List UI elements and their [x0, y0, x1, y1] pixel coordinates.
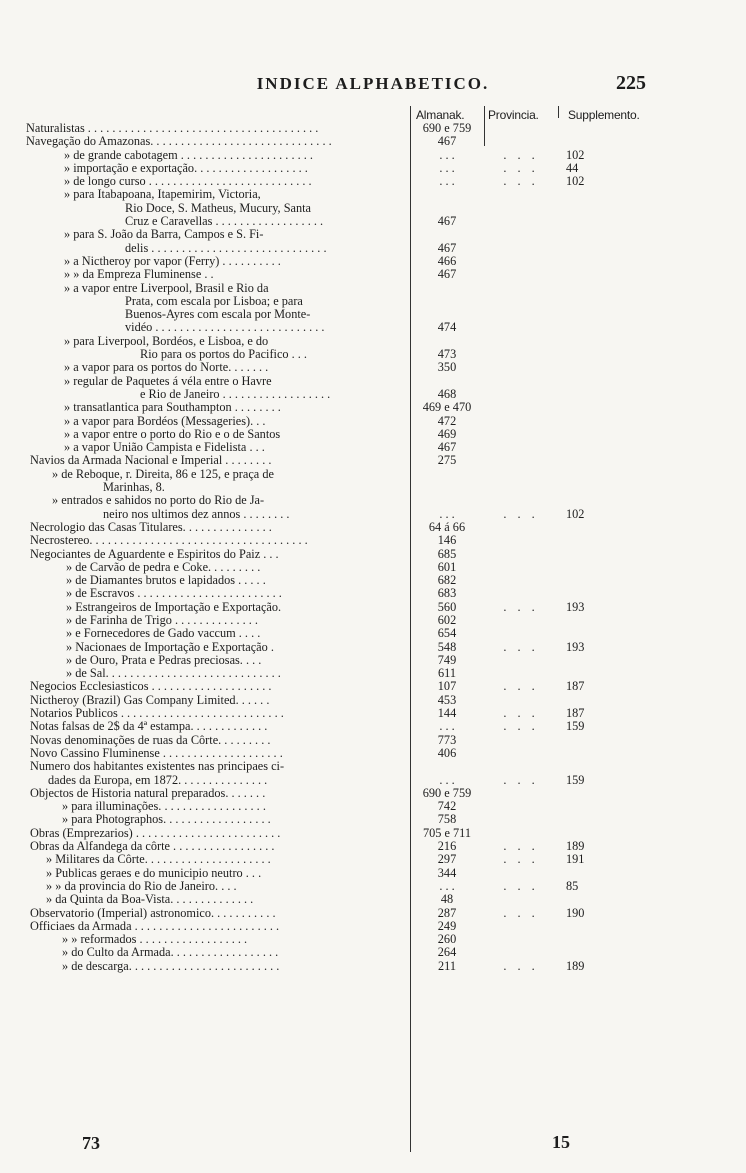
entry-text: » de Diamantes brutos e lapidados . . . . .: [66, 574, 266, 588]
entry-text: » entrados e sahidos no porto do Rio de Ja-: [52, 494, 265, 508]
entry-text: » transatlantica para Southampton . . . . . . . .: [64, 401, 281, 415]
index-row: [0, 853, 746, 866]
index-row: [0, 601, 746, 614]
almanak-ref: 453: [437, 692, 457, 707]
almanak-ref: 654: [437, 626, 457, 641]
index-row: [0, 574, 746, 587]
index-row: [0, 880, 746, 893]
entry-text: Buenos-Ayres com escala por Monte-: [125, 308, 311, 322]
entry-text: » para S. João da Barra, Campos e S. Fi-: [64, 228, 264, 242]
index-row: [0, 361, 746, 374]
entry-text: Obras (Emprezarios) . . . . . . . . . . . . . . . . . . . . . . . .: [30, 826, 281, 840]
index-row: [0, 242, 746, 255]
provincia-ref: . . .: [503, 958, 539, 973]
supplemento-ref: 190: [566, 905, 585, 920]
index-row: [0, 122, 746, 135]
column-header-almanak: Almanak.: [416, 108, 465, 122]
page-title: INDICE ALPHABETICO.: [256, 74, 490, 93]
almanak-ref: 48: [440, 892, 454, 907]
index-row: [0, 428, 746, 441]
provincia-ref: . . .: [503, 719, 539, 734]
index-row: [0, 627, 746, 640]
entry-text: » para Photographos. . . . . . . . . . . . . . . . . .: [62, 813, 271, 827]
entry-text: » a vapor para Bordéos (Messageries). . .: [64, 414, 266, 428]
entry-text: Rio para os portos do Pacifico . . .: [140, 348, 308, 362]
entry-text: Marinhas, 8.: [103, 481, 165, 495]
almanak-ref: 548: [437, 639, 457, 654]
provincia-ref: . . .: [503, 679, 539, 694]
almanak-ref: 469 e 470: [422, 400, 472, 415]
provincia-ref: . . .: [503, 639, 539, 654]
index-row: [0, 548, 746, 561]
supplemento-ref: 102: [566, 506, 585, 521]
index-row: [0, 933, 746, 946]
entry-text: Objectos de Historia natural preparados. . . . . . .: [30, 786, 266, 800]
index-row: [0, 694, 746, 707]
index-row: [0, 827, 746, 840]
almanak-ref: 742: [437, 799, 457, 814]
entry-text: delis . . . . . . . . . . . . . . . . . . . . . . . . . . . . .: [125, 241, 327, 255]
almanak-ref: 107: [437, 679, 457, 694]
index-row: [0, 641, 746, 654]
index-row: [0, 534, 746, 547]
almanak-ref: 560: [437, 599, 457, 614]
almanak-ref: 249: [437, 918, 457, 933]
supplemento-ref: 102: [566, 147, 585, 162]
entry-text: Necrostereo. . . . . . . . . . . . . . . . . . . . . . . . . . . . . . . . . . . .: [30, 534, 308, 548]
supplemento-ref: 44: [566, 160, 579, 175]
index-row: [0, 867, 746, 880]
entry-text: » Nacionaes de Importação e Exportação .: [66, 640, 274, 654]
entry-text: » para Liverpool, Bordéos, e Lisboa, e do: [64, 334, 269, 348]
entry-text: Numero dos habitantes existentes nas principaes ci-: [30, 760, 285, 774]
provincia-ref: . . .: [503, 599, 539, 614]
index-row: [0, 255, 746, 268]
index-row: [0, 747, 746, 760]
entry-text: » do Culto da Armada. . . . . . . . . . . . . . . . . .: [62, 946, 279, 960]
signature-mark-left: 73: [82, 1133, 100, 1153]
provincia-ref: . . .: [503, 905, 539, 920]
entry-text: Obras da Alfandega da côrte . . . . . . . . . . . . . . . . .: [30, 840, 275, 854]
entry-text: Naturalistas . . . . . . . . . . . . . . . . . . . . . . . . . . . . . . . . . . . . . .: [26, 122, 319, 135]
entry-text: Navegação do Amazonas. . . . . . . . . . . . . . . . . . . . . . . . . . . . . .: [26, 135, 332, 149]
entry-text: » importação e exportação. . . . . . . . . . . . . . . . . . .: [64, 161, 308, 175]
entry-text: » » reformados . . . . . . . . . . . . . . . . . .: [62, 933, 248, 947]
almanak-ref: 705 e 711: [422, 825, 472, 840]
index-row: [0, 521, 746, 534]
almanak-ref: 749: [437, 652, 457, 667]
almanak-ref: 467: [437, 440, 457, 455]
entry-text: Nictheroy (Brazil) Gas Company Limited. . . . . .: [30, 693, 270, 707]
almanak-ref: 350: [437, 360, 457, 375]
entry-text: » a Nictheroy por vapor (Ferry) . . . . . . . . . .: [64, 254, 281, 268]
index-row: [0, 494, 746, 507]
entry-text: Navios da Armada Nacional e Imperial . . . . . . . .: [30, 454, 272, 468]
almanak-ref: 611: [438, 666, 456, 681]
almanak-ref: 216: [437, 839, 457, 854]
supplemento-ref: 193: [566, 599, 585, 614]
almanak-ref: 344: [437, 865, 457, 880]
column-divider: [558, 106, 559, 118]
provincia-ref: . . .: [503, 772, 539, 787]
almanak-ref: . . .: [439, 506, 455, 521]
almanak-ref: 297: [437, 852, 457, 867]
provincia-ref: . . .: [503, 147, 539, 162]
provincia-ref: . . .: [503, 839, 539, 854]
almanak-ref: 264: [437, 945, 457, 960]
index-row: [0, 135, 746, 148]
index-row: [0, 335, 746, 348]
entry-text: » Estrangeiros de Importação e Exportação.: [66, 600, 282, 614]
entry-text: neiro nos ultimos dez annos . . . . . . . .: [103, 507, 290, 521]
almanak-ref: 472: [437, 413, 457, 428]
page-number: 225: [616, 72, 646, 94]
supplemento-ref: 102: [566, 174, 585, 189]
entry-text: dades da Europa, em 1872. . . . . . . . . . . . . . .: [48, 773, 268, 787]
almanak-ref: . . .: [439, 772, 455, 787]
entry-text: » Militares da Côrte. . . . . . . . . . . . . . . . . . . . .: [46, 853, 271, 867]
almanak-ref: . . .: [439, 160, 455, 175]
index-row: [0, 508, 746, 521]
almanak-ref: 260: [437, 932, 457, 947]
index-row: [0, 162, 746, 175]
almanak-ref: 690 e 759: [422, 121, 472, 135]
provincia-ref: . . .: [503, 160, 539, 175]
index-row: [0, 893, 746, 906]
index-row: [0, 268, 746, 281]
column-header-supplemento: Supplemento.: [568, 108, 640, 122]
almanak-ref: 685: [437, 546, 457, 561]
almanak-ref: 467: [437, 267, 457, 282]
entry-text: Cruz e Caravellas . . . . . . . . . . . . . . . . . .: [125, 215, 324, 229]
provincia-ref: . . .: [503, 878, 539, 893]
index-row: [0, 149, 746, 162]
almanak-ref: 682: [437, 573, 457, 588]
provincia-ref: . . .: [503, 174, 539, 189]
supplemento-ref: 159: [566, 719, 585, 734]
almanak-ref: 275: [437, 453, 457, 468]
almanak-ref: 683: [437, 586, 457, 601]
index-row: [0, 813, 746, 826]
entry-text: » » da Empreza Fluminense . .: [64, 268, 214, 282]
almanak-ref: 467: [437, 214, 457, 229]
provincia-ref: . . .: [503, 852, 539, 867]
entry-text: » a vapor entre o porto do Rio e o de Santos: [64, 427, 281, 441]
almanak-ref: 146: [437, 533, 457, 548]
entry-text: » regular de Paquetes á véla entre o Havre: [64, 374, 272, 388]
entry-text: Notarios Publicos . . . . . . . . . . . . . . . . . . . . . . . . . . .: [30, 707, 284, 721]
index-entries: [0, 122, 746, 973]
entry-text: Novas denominações de ruas da Côrte. . . . . . . . .: [30, 733, 271, 747]
index-row: [0, 441, 746, 454]
index-row: [0, 295, 746, 308]
almanak-ref: . . .: [439, 174, 455, 189]
entry-text: e Rio de Janeiro . . . . . . . . . . . . . . . . . .: [140, 387, 331, 401]
entry-text: Officiaes da Armada . . . . . . . . . . . . . . . . . . . . . . . .: [30, 919, 280, 933]
index-row: [0, 587, 746, 600]
almanak-ref: 690 e 759: [422, 785, 472, 800]
supplemento-ref: 189: [566, 839, 585, 854]
index-row: [0, 388, 746, 401]
entry-text: » de longo curso . . . . . . . . . . . . . . . . . . . . . . . . . . .: [64, 175, 312, 189]
index-row: [0, 654, 746, 667]
index-row: [0, 760, 746, 773]
column-header-provincia: Provincia.: [488, 108, 539, 122]
entry-text: » de grande cabotagem . . . . . . . . . . . . . . . . . . . . . .: [64, 148, 313, 162]
index-row: [0, 720, 746, 733]
entry-text: Notas falsas de 2$ da 4ª estampa. . . . . . . . . . . . .: [30, 720, 268, 734]
index-row: [0, 282, 746, 295]
almanak-ref: . . .: [439, 878, 455, 893]
entry-text: » a vapor para os portos do Norte. . . . . . .: [64, 361, 269, 375]
supplemento-ref: 85: [566, 878, 579, 893]
supplemento-ref: 159: [566, 772, 585, 787]
almanak-ref: 64 á 66: [428, 519, 466, 534]
almanak-ref: 211: [438, 958, 456, 973]
index-row: [0, 680, 746, 693]
entry-text: » de Farinha de Trigo . . . . . . . . . . . . . .: [66, 613, 258, 627]
almanak-ref: 406: [437, 745, 457, 760]
entry-text: » para illuminações. . . . . . . . . . . . . . . . . .: [62, 800, 266, 814]
entry-text: » de Carvão de pedra e Coke. . . . . . . . .: [66, 560, 261, 574]
almanak-ref: . . .: [439, 147, 455, 162]
entry-text: » de descarga. . . . . . . . . . . . . . . . . . . . . . . . .: [62, 959, 280, 973]
index-row: [0, 454, 746, 467]
entry-text: » de Reboque, r. Direita, 86 e 125, e praça de: [52, 467, 274, 481]
signature-mark-right: 15: [552, 1132, 570, 1152]
supplemento-ref: 189: [566, 958, 585, 973]
supplemento-ref: 193: [566, 639, 585, 654]
almanak-ref: 468: [437, 386, 457, 401]
entry-text: » de Ouro, Prata e Pedras preciosas. . . .: [66, 653, 262, 667]
almanak-ref: . . .: [439, 719, 455, 734]
index-row: [0, 481, 746, 494]
entry-text: Negocios Ecclesiasticos . . . . . . . . . . . . . . . . . . . .: [30, 680, 272, 694]
index-row: [0, 946, 746, 959]
almanak-ref: 467: [437, 240, 457, 255]
index-row: [0, 308, 746, 321]
index-row: [0, 840, 746, 853]
entry-text: » a vapor entre Liverpool, Brasil e Rio da: [64, 281, 269, 295]
almanak-ref: 287: [437, 905, 457, 920]
index-row: [0, 960, 746, 973]
supplemento-ref: 187: [566, 706, 585, 721]
entry-text: Novo Cassino Fluminense . . . . . . . . . . . . . . . . . . . .: [30, 746, 283, 760]
index-row: [0, 614, 746, 627]
almanak-ref: 469: [437, 426, 457, 441]
entry-text: » a vapor União Campista e Fidelista . . .: [64, 441, 265, 455]
index-row: [0, 215, 746, 228]
index-row: [0, 707, 746, 720]
almanak-ref: 473: [437, 347, 457, 362]
index-row: [0, 348, 746, 361]
index-row: [0, 561, 746, 574]
entry-text: » Publicas geraes e do municipio neutro . . .: [46, 866, 262, 880]
index-row: [0, 202, 746, 215]
index-row: [0, 401, 746, 414]
provincia-ref: . . .: [503, 506, 539, 521]
entry-text: » da Quinta da Boa-Vista. . . . . . . . . . . . . .: [46, 893, 254, 907]
almanak-ref: 474: [437, 320, 457, 335]
almanak-ref: 601: [437, 559, 457, 574]
index-row: [0, 415, 746, 428]
entry-text: » para Itabapoana, Itapemirim, Victoria,: [64, 188, 261, 202]
entry-text: » » da provincia do Rio de Janeiro. . . .: [46, 879, 237, 893]
index-row: [0, 667, 746, 680]
index-row: [0, 734, 746, 747]
index-row: [0, 907, 746, 920]
entry-text: Negociantes de Aguardente e Espiritos do Paiz . . .: [30, 547, 279, 561]
index-row: [0, 468, 746, 481]
almanak-ref: 773: [437, 732, 457, 747]
almanak-ref: 602: [437, 612, 457, 627]
entry-text: » de Sal. . . . . . . . . . . . . . . . . . . . . . . . . . . . .: [66, 667, 281, 681]
almanak-ref: 466: [437, 253, 457, 268]
index-row: [0, 228, 746, 241]
entry-text: Necrologio das Casas Titulares. . . . . . . . . . . . . . .: [30, 520, 272, 534]
provincia-ref: . . .: [503, 706, 539, 721]
almanak-ref: 144: [437, 706, 457, 721]
entry-text: Prata, com escala por Lisboa; e para: [125, 294, 303, 308]
index-row: [0, 787, 746, 800]
entry-text: » e Fornecedores de Gado vaccum . . . .: [66, 627, 261, 641]
almanak-ref: 467: [437, 134, 457, 149]
index-row: [0, 800, 746, 813]
entry-text: » de Escravos . . . . . . . . . . . . . . . . . . . . . . . .: [66, 587, 282, 601]
index-row: [0, 375, 746, 388]
supplemento-ref: 191: [566, 852, 585, 867]
entry-text: Rio Doce, S. Matheus, Mucury, Santa: [125, 201, 312, 215]
index-row: [0, 175, 746, 188]
entry-text: Observatorio (Imperial) astronomico. . . . . . . . . . .: [30, 906, 276, 920]
index-row: [0, 920, 746, 933]
index-row: [0, 321, 746, 334]
index-row: [0, 188, 746, 201]
supplemento-ref: 187: [566, 679, 585, 694]
entry-text: vidéo . . . . . . . . . . . . . . . . . . . . . . . . . . . .: [125, 321, 325, 335]
index-row: [0, 774, 746, 787]
almanak-ref: 758: [437, 812, 457, 827]
